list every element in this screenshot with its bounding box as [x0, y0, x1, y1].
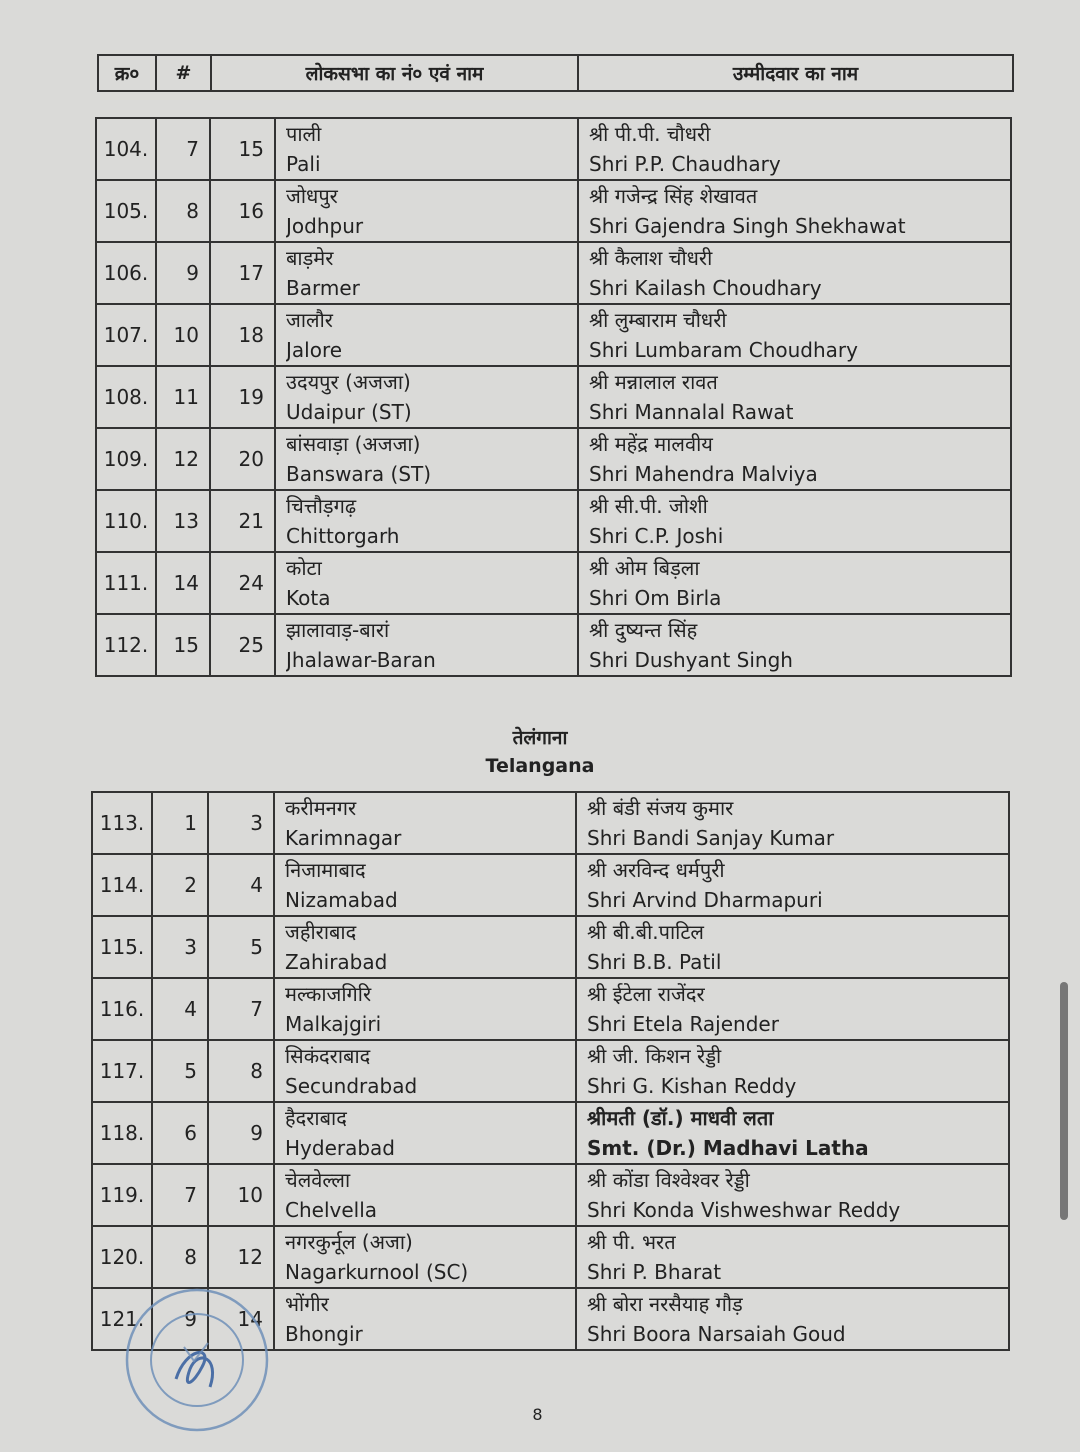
- serial-cell: 109.: [96, 428, 156, 490]
- hash-cell: 8: [152, 1226, 208, 1288]
- constituency-hindi: बांसवाड़ा (अजजा): [286, 432, 421, 456]
- ls-number-cell: 20: [210, 428, 275, 490]
- hash-cell: 9: [156, 242, 210, 304]
- hash-cell: 2: [152, 854, 208, 916]
- constituency-cell: [274, 916, 576, 978]
- hash-cell: 15: [156, 614, 210, 676]
- ls-number-cell: 3: [208, 792, 274, 854]
- constituency-english: Barmer: [286, 276, 360, 300]
- constituency-hindi: चेलवेल्ला: [285, 1168, 351, 1192]
- table-row: [96, 552, 1011, 614]
- hash-cell: 6: [152, 1102, 208, 1164]
- serial-cell: 117.: [92, 1040, 152, 1102]
- ls-number-cell: 10: [208, 1164, 274, 1226]
- state-title-english: Telangana: [485, 755, 595, 777]
- constituency-hindi: जोधपुर: [286, 184, 338, 208]
- candidate-hindi: श्री पी. भरत: [587, 1230, 676, 1254]
- hash-cell: 3: [152, 916, 208, 978]
- table-row: [96, 428, 1011, 490]
- constituency-cell: [275, 180, 578, 242]
- state-title-hindi: तेलंगाना: [512, 727, 568, 749]
- candidate-cell: [578, 428, 1011, 490]
- candidate-english: Shri Dushyant Singh: [589, 648, 793, 672]
- serial-cell: 112.: [96, 614, 156, 676]
- constituency-english: Banswara (ST): [286, 462, 432, 486]
- hash-cell: 10: [156, 304, 210, 366]
- constituency-cell: [274, 1288, 576, 1350]
- serial-cell: 107.: [96, 304, 156, 366]
- candidate-hindi: श्री पी.पी. चौधरी: [589, 122, 711, 146]
- hash-cell: 8: [156, 180, 210, 242]
- ls-number-cell: 21: [210, 490, 275, 552]
- serial-cell: 116.: [92, 978, 152, 1040]
- candidate-english: Shri Arvind Dharmapuri: [587, 888, 823, 912]
- constituency-cell: [275, 304, 578, 366]
- constituency-cell: [275, 490, 578, 552]
- ls-number-cell: 24: [210, 552, 275, 614]
- constituency-hindi: मल्काजगिरि: [285, 982, 372, 1006]
- serial-cell: 108.: [96, 366, 156, 428]
- constituency-english: Karimnagar: [285, 826, 402, 850]
- hash-cell: 13: [156, 490, 210, 552]
- constituency-hindi: जालौर: [286, 308, 333, 332]
- constituency-english: Pali: [286, 152, 321, 176]
- table-row: [96, 304, 1011, 366]
- candidate-cell: [576, 916, 1009, 978]
- constituency-hindi: पाली: [286, 122, 322, 146]
- ls-number-cell: 12: [208, 1226, 274, 1288]
- candidate-hindi: श्री ओम बिड़ला: [589, 556, 700, 580]
- hash-cell: 7: [152, 1164, 208, 1226]
- constituency-hindi: नगरकुर्नूल (अजा): [285, 1230, 413, 1254]
- table-row: [92, 916, 1009, 978]
- table-row: [96, 366, 1011, 428]
- candidate-hindi: श्री गजेन्द्र सिंह शेखावत: [589, 184, 758, 208]
- hash-cell: 7: [156, 118, 210, 180]
- constituency-cell: [275, 614, 578, 676]
- header-candidate: उम्मीदवार का नाम: [578, 55, 1013, 91]
- candidate-english: Shri Etela Rajender: [587, 1012, 779, 1036]
- table-row: [92, 792, 1009, 854]
- constituency-cell: [275, 242, 578, 304]
- candidate-english: Shri Mannalal Rawat: [589, 400, 794, 424]
- candidate-english: Smt. (Dr.) Madhavi Latha: [587, 1136, 869, 1160]
- candidate-english: Shri Bandi Sanjay Kumar: [587, 826, 835, 850]
- candidate-hindi: श्री कैलाश चौधरी: [589, 246, 713, 270]
- ls-number-cell: 9: [208, 1102, 274, 1164]
- candidate-english: Shri Gajendra Singh Shekhawat: [589, 214, 906, 238]
- hash-cell: 4: [152, 978, 208, 1040]
- table-row: [96, 490, 1011, 552]
- candidate-hindi: श्री बंडी संजय कुमार: [587, 796, 734, 820]
- telangana-table: [91, 791, 1010, 1351]
- constituency-hindi: कोटा: [286, 556, 322, 580]
- header-table: [97, 54, 1014, 92]
- candidate-english: Shri B.B. Patil: [587, 950, 722, 974]
- candidate-english: Shri Boora Narsaiah Goud: [587, 1322, 846, 1346]
- constituency-english: Nizamabad: [285, 888, 398, 912]
- candidate-hindi: श्री बोरा नरसैयाह गौड़: [587, 1292, 743, 1316]
- candidate-cell: [576, 1288, 1009, 1350]
- candidate-hindi: श्रीमती (डॉ.) माधवी लता: [587, 1106, 774, 1130]
- ls-number-cell: 14: [208, 1288, 274, 1350]
- constituency-hindi: निजामाबाद: [285, 858, 366, 882]
- hash-cell: 11: [156, 366, 210, 428]
- ls-number-cell: 8: [208, 1040, 274, 1102]
- candidate-cell: [576, 1164, 1009, 1226]
- table-row: [92, 1226, 1009, 1288]
- candidate-cell: [578, 490, 1011, 552]
- constituency-cell: [274, 854, 576, 916]
- candidate-english: Shri Mahendra Malviya: [589, 462, 818, 486]
- constituency-cell: [274, 978, 576, 1040]
- constituency-hindi: झालावाड़-बारां: [286, 618, 390, 642]
- constituency-hindi: भोंगीर: [285, 1292, 329, 1316]
- candidate-cell: [576, 978, 1009, 1040]
- serial-cell: 120.: [92, 1226, 152, 1288]
- constituency-cell: [275, 118, 578, 180]
- scrollbar-thumb[interactable]: [1060, 982, 1068, 1220]
- constituency-hindi: हैदराबाद: [285, 1106, 347, 1130]
- ls-number-cell: 17: [210, 242, 275, 304]
- constituency-english: Bhongir: [285, 1322, 363, 1346]
- header-constituency: लोकसभा का नं० एवं नाम: [211, 55, 578, 91]
- candidate-hindi: श्री बी.बी.पाटिल: [587, 920, 704, 944]
- constituency-english: Chittorgarh: [286, 524, 400, 548]
- constituency-english: Jhalawar-Baran: [286, 648, 436, 672]
- table-row: [96, 180, 1011, 242]
- table-row: [96, 614, 1011, 676]
- candidate-english: Shri Konda Vishweshwar Reddy: [587, 1198, 901, 1222]
- table-row: [92, 1040, 1009, 1102]
- serial-cell: 114.: [92, 854, 152, 916]
- hash-cell: 14: [156, 552, 210, 614]
- ls-number-cell: 4: [208, 854, 274, 916]
- candidate-english: Shri C.P. Joshi: [589, 524, 724, 548]
- constituency-hindi: जहीराबाद: [285, 920, 357, 944]
- hash-cell: 5: [152, 1040, 208, 1102]
- serial-cell: 113.: [92, 792, 152, 854]
- candidate-hindi: श्री जी. किशन रेड्डी: [587, 1044, 722, 1068]
- constituency-english: Jalore: [286, 338, 343, 362]
- rajasthan-table: [95, 117, 1012, 677]
- table-row: [92, 978, 1009, 1040]
- serial-cell: 105.: [96, 180, 156, 242]
- ls-number-cell: 16: [210, 180, 275, 242]
- header-serial: क्र०: [98, 55, 156, 91]
- table-row: [96, 242, 1011, 304]
- candidate-cell: [576, 1040, 1009, 1102]
- constituency-hindi: उदयपुर (अजजा): [286, 370, 411, 394]
- candidate-english: Shri P. Bharat: [587, 1260, 722, 1284]
- candidate-english: Shri P.P. Chaudhary: [589, 152, 781, 176]
- constituency-cell: [274, 1102, 576, 1164]
- constituency-cell: [275, 428, 578, 490]
- constituency-hindi: बाड़मेर: [286, 246, 334, 270]
- constituency-english: Secundrabad: [285, 1074, 418, 1098]
- candidate-cell: [576, 1226, 1009, 1288]
- header-hash: #: [156, 55, 211, 91]
- table-row: [92, 854, 1009, 916]
- constituency-english: Jodhpur: [286, 214, 364, 238]
- ls-number-cell: 5: [208, 916, 274, 978]
- constituency-hindi: करीमनगर: [285, 796, 357, 820]
- constituency-cell: [274, 1164, 576, 1226]
- constituency-cell: [274, 1040, 576, 1102]
- constituency-cell: [274, 1226, 576, 1288]
- candidate-english: Shri G. Kishan Reddy: [587, 1074, 797, 1098]
- constituency-hindi: चित्तौड़गढ़: [286, 494, 357, 518]
- candidate-hindi: श्री महेंद्र मालवीय: [589, 432, 713, 456]
- candidate-english: Shri Lumbaram Choudhary: [589, 338, 858, 362]
- candidate-cell: [578, 552, 1011, 614]
- ls-number-cell: 7: [208, 978, 274, 1040]
- candidate-cell: [578, 118, 1011, 180]
- serial-cell: 106.: [96, 242, 156, 304]
- ls-number-cell: 15: [210, 118, 275, 180]
- page-number: 8: [532, 1405, 543, 1424]
- constituency-cell: [275, 552, 578, 614]
- constituency-cell: [275, 366, 578, 428]
- serial-cell: 111.: [96, 552, 156, 614]
- candidate-hindi: श्री ईटेला राजेंदर: [587, 982, 705, 1006]
- candidate-cell: [578, 242, 1011, 304]
- constituency-english: Kota: [286, 586, 331, 610]
- candidate-cell: [576, 854, 1009, 916]
- constituency-english: Hyderabad: [285, 1136, 395, 1160]
- candidate-cell: [578, 614, 1011, 676]
- table-row: [92, 1102, 1009, 1164]
- constituency-english: Zahirabad: [285, 950, 388, 974]
- constituency-cell: [274, 792, 576, 854]
- candidate-cell: [578, 304, 1011, 366]
- constituency-english: Malkajgiri: [285, 1012, 382, 1036]
- serial-cell: 119.: [92, 1164, 152, 1226]
- candidate-hindi: श्री अरविन्द धर्मपुरी: [587, 858, 725, 882]
- candidate-hindi: श्री सी.पी. जोशी: [589, 494, 708, 518]
- serial-cell: 118.: [92, 1102, 152, 1164]
- serial-cell: 110.: [96, 490, 156, 552]
- constituency-english: Chelvella: [285, 1198, 378, 1222]
- constituency-english: Nagarkurnool (SC): [285, 1260, 469, 1284]
- constituency-english: Udaipur (ST): [286, 400, 412, 424]
- serial-cell: 115.: [92, 916, 152, 978]
- ls-number-cell: 25: [210, 614, 275, 676]
- candidate-cell: [576, 792, 1009, 854]
- hash-cell: 12: [156, 428, 210, 490]
- candidate-cell: [578, 180, 1011, 242]
- table-row: [92, 1164, 1009, 1226]
- hash-cell: 1: [152, 792, 208, 854]
- table-row: [96, 118, 1011, 180]
- hash-cell: 9: [152, 1288, 208, 1350]
- candidate-hindi: श्री कोंडा विश्वेश्वर रेड्डी: [587, 1168, 750, 1192]
- candidate-hindi: श्री लुम्बाराम चौधरी: [589, 308, 727, 332]
- serial-cell: 104.: [96, 118, 156, 180]
- candidate-cell: [576, 1102, 1009, 1164]
- ls-number-cell: 18: [210, 304, 275, 366]
- candidate-hindi: श्री मन्नालाल रावत: [589, 370, 718, 394]
- candidate-english: Shri Kailash Choudhary: [589, 276, 822, 300]
- constituency-hindi: सिकंदराबाद: [285, 1044, 371, 1068]
- candidate-cell: [578, 366, 1011, 428]
- serial-cell: 121.: [92, 1288, 152, 1350]
- ls-number-cell: 19: [210, 366, 275, 428]
- candidate-english: Shri Om Birla: [589, 586, 722, 610]
- candidate-hindi: श्री दुष्यन्त सिंह: [589, 618, 698, 642]
